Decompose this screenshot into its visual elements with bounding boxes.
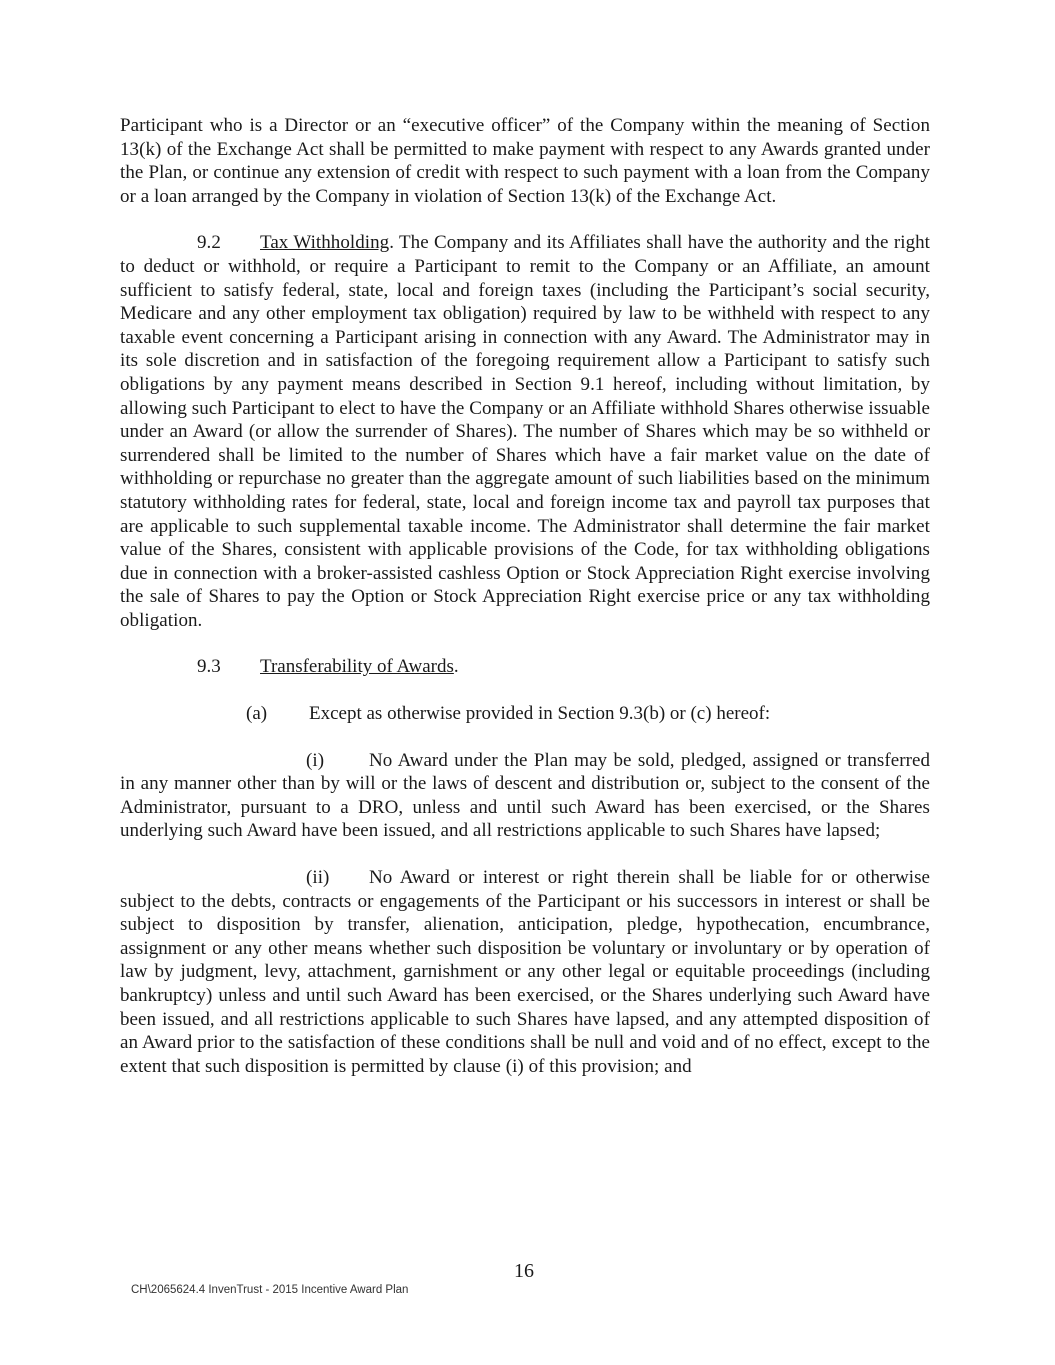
section-title-suffix: .	[453, 656, 459, 678]
section-number: 9.2	[197, 232, 221, 254]
item-label: (ii)	[306, 867, 330, 889]
section-number: 9.3	[197, 656, 221, 678]
subsection-text: Except as otherwise provided in Section 9.3(b) or (c) hereof:	[309, 703, 771, 725]
item-text: No Award under the Plan may be sold, pledged, assigned or transferred in any manner other than by will or the laws of descent and distribution or, subject to the consent of the Administrator, pursuant to a DRO, unless and until such Award has been exercised, or the Shares underlying such Award have been issued, and all restrictions applicable to such Shares have lapsed;	[120, 749, 930, 842]
footer-document-id: CH\2065624.4 InvenTrust - 2015 Incentive Award Plan	[131, 1284, 409, 1296]
section-title: Transferability of Awards	[260, 656, 454, 678]
paragraph-continuation: Participant who is a Director or an “executive officer” of the Company within the meaning of Section 13(k) of the Exchange Act shall be permitted to make payment with respect to any Awards granted under the Plan, or continue any extension of credit with respect to such payment with a loan from the Company or a loan arranged by the Company in violation of Section 13(k) of the Exchange Act.	[120, 115, 930, 207]
item-label: (i)	[306, 749, 325, 771]
document-page	[120, 114, 930, 1101]
subsection-a	[120, 702, 930, 726]
section-body: . The Company and its Affiliates shall have the authority and the right to deduct or withhold, or require a Participant to remit to the Company or an Affiliate, an amount sufficient to satisfy federal, state, local and foreign taxes (including the Participant’s social security, Medicare and any other employment tax obligation) required by law to be withheld with respect to any taxable event concerning a Participant arising in connection with any Award. The Administrator may in its sole discretion and in satisfaction of the foregoing requirement allow a Participant to satisfy such obligations by any payment means described in Section 9.1 hereof, including without limitation, by allowing such Participant to elect to have the Company or an Affiliate withhold Shares otherwise issuable under an Award (or allow the surrender of Shares). The number of Shares which may be so withheld or surrendered shall be limited to the number of Shares which have a fair market value on the date of withholding or repurchase no greater than the aggregate amount of such liabilities based on the minimum statutory withholding rates for federal, state, local and foreign income tax and payroll tax purposes that are applicable to such supplemental taxable income. The Administrator shall determine the fair market value of the Shares, consistent with applicable provisions of the Code, for tax withholding obligations due in connection with a broker-assisted cashless Option or Stock Appreciation Right exercise involving the sale of Shares to pay the Option or Stock Appreciation Right exercise price or any tax withholding obligation.	[120, 232, 930, 631]
page-number: 16	[514, 1260, 534, 1282]
item-text: No Award or interest or right therein shall be liable for or otherwise subject to the debts, contracts or engagements of the Participant or his successors in interest or shall be subject to disposition by transfer, alienation, anticipation, pledge, hypothecation, encumbrance, assignment or any other means whether such disposition be voluntary or involuntary or by operation of law by judgment, levy, attachment, garnishment or any other legal or equitable proceedings (including bankruptcy) unless and until such Award has been exercised, or the Shares underlying such Award have been issued, and all restrictions applicable to such Shares have lapsed, and any attempted disposition of an Award prior to the satisfaction of these conditions shall be null and void and of no effect, except to the extent that such disposition is permitted by clause (i) of this provision; and	[120, 867, 930, 1077]
section-title: Tax Withholding	[260, 232, 390, 254]
item-ii	[120, 866, 930, 1078]
section-9-2	[120, 231, 930, 632]
subsection-label: (a)	[246, 703, 268, 725]
item-i	[120, 749, 930, 843]
section-9-3-heading	[120, 655, 930, 679]
